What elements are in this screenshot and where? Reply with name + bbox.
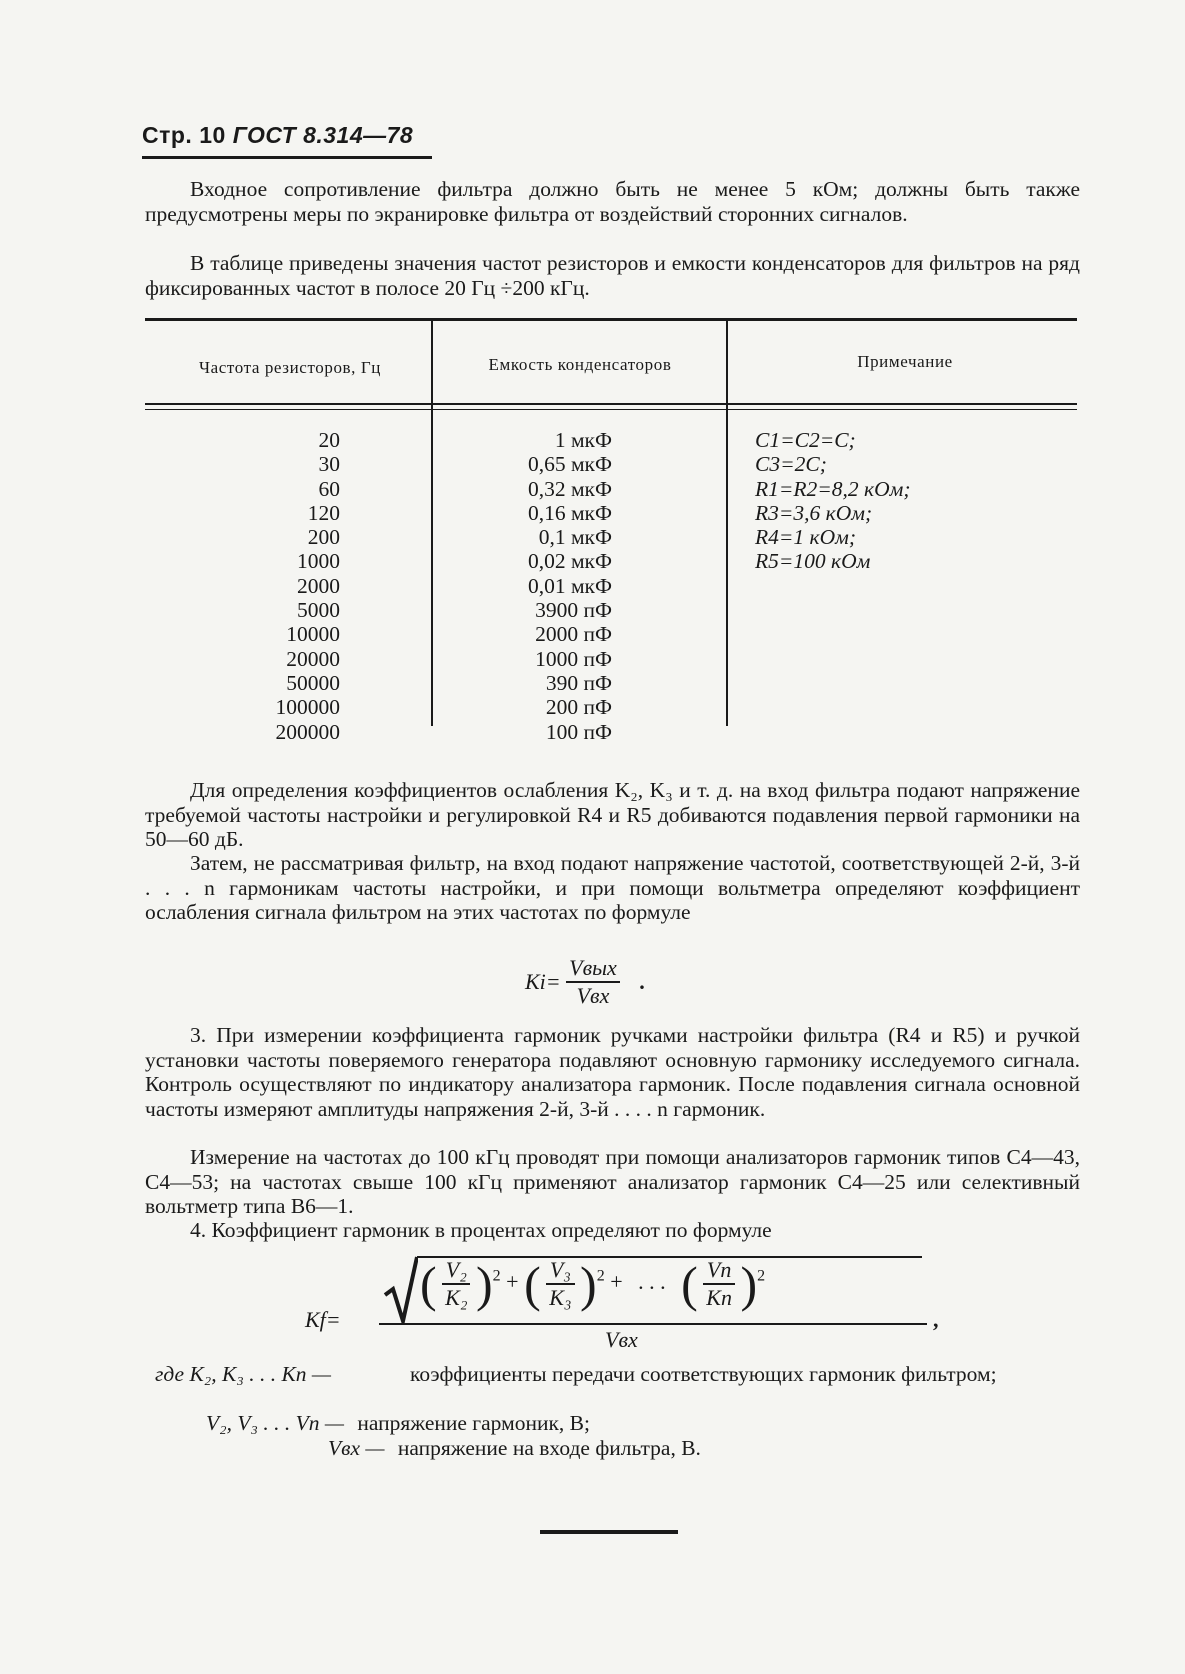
- formula-numerator: Vвых: [566, 955, 620, 983]
- table-cell: 0,02 мкФ: [527, 549, 612, 574]
- body-paragraph-1: Для определения коэффициентов ослабления K₂, K₃ и т. д. на вход фильтра подают напряжение требуемой частоты настройки и регулировкой R4 и R5 добиваются подавления первой гармоники на 50—60 дБ.: [145, 778, 1080, 851]
- plus-sign: +: [610, 1269, 623, 1295]
- intro-paragraph-2: В таблице приведены значения частот резисторов и емкости конденсаторов для фильтров на ряд фиксированных частот в полосе 20 Гц ÷200 кГц.: [145, 251, 1080, 300]
- table-cell: 5000: [297, 598, 340, 623]
- note-column: [755, 428, 1055, 574]
- paren: (: [681, 1256, 698, 1312]
- formula-denominator: Vвх: [576, 983, 610, 1008]
- formula-period: .: [639, 969, 645, 994]
- table-cell: 1000: [297, 549, 340, 574]
- formula-harmonic-coefficient: [305, 1255, 965, 1365]
- table-header-rule-2: [145, 409, 1077, 410]
- table-column-divider: [431, 321, 433, 726]
- capacitance-column: [490, 428, 612, 744]
- table-cell: 20000: [286, 646, 340, 671]
- legend-text: коэффициенты передачи соответствующих гармоник фильтром;: [410, 1362, 997, 1386]
- table-note: R1=R2=8,2 кОм;: [755, 476, 911, 501]
- term-denominator: K₂: [445, 1285, 468, 1310]
- table-cell: 0,01 мкФ: [527, 573, 612, 598]
- table-cell: 200: [307, 525, 340, 550]
- standard-number: ГОСТ 8.314—78: [232, 122, 414, 148]
- term-denominator: K₃: [549, 1285, 572, 1310]
- table-cell: 2000 пФ: [535, 622, 612, 647]
- table-header-note: Примечание: [857, 352, 953, 371]
- table-cell: 3900 пФ: [535, 598, 612, 623]
- table-header-capacitance: Емкость конденсаторов: [488, 355, 672, 374]
- term-denominator: Kn: [706, 1285, 732, 1310]
- fraction-bar: [379, 1323, 927, 1325]
- paren: (: [524, 1256, 541, 1312]
- table-top-rule: [145, 318, 1077, 321]
- formula-denominator: Vвх: [605, 1327, 638, 1352]
- sqrt-icon: [383, 1255, 418, 1323]
- paren: ): [580, 1256, 597, 1312]
- table-cell: 390 пФ: [545, 670, 612, 695]
- table-note: R4=1 кОм;: [755, 525, 856, 550]
- formula-attenuation: [525, 955, 645, 1009]
- exponent: 2: [492, 1267, 501, 1285]
- table-header-frequency: Частота резисторов, Гц: [198, 358, 382, 377]
- body-paragraph-4: Измерение на частотах до 100 кГц проводят при помощи анализаторов гармоник типов С4—43, С4—53; на частотах свыше 100 кГц применяют анализатор гармоник С4—25 или селективный вольтметр типа В6—1.: [145, 1145, 1080, 1218]
- legend-symbol: Vвх —: [328, 1436, 385, 1460]
- body-paragraph-5: 4. Коэффициент гармоник в процентах определяют по формуле: [190, 1218, 772, 1242]
- table-cell: 1 мкФ: [554, 428, 612, 452]
- term-numerator: Vn: [703, 1257, 735, 1285]
- table-note: R5=100 кОм: [755, 549, 871, 574]
- page-header: [142, 122, 413, 149]
- formula-lhs: Kf=: [305, 1307, 341, 1332]
- term-numerator: V₂: [442, 1257, 470, 1285]
- table-cell: 2000: [297, 573, 340, 598]
- table-cell: 50000: [286, 670, 340, 695]
- formula-fraction: [566, 955, 620, 1009]
- formula-radicand: [420, 1257, 765, 1311]
- ellipsis: . . .: [638, 1269, 666, 1295]
- page-number: Стр. 10: [142, 122, 226, 148]
- term-fraction: [442, 1257, 470, 1311]
- paren: ): [475, 1256, 493, 1312]
- legend-row: [155, 1362, 331, 1387]
- body-paragraph-3: 3. При измерении коэффициента гармоник ручками настройки фильтра (R4 и R5) и ручкой установки частоты поверяемого генератора подавляют основную гармонику исследуемого сигнала. Контроль осуществляют по индикатору анализатора гармоник. После подавления сигнала основной частоты измеряют амплитуды напряжения 2-й, 3-й . . . . n гармоник.: [145, 1023, 1080, 1121]
- term-numerator: V₃: [546, 1257, 574, 1285]
- table-cell: 1000 пФ: [535, 646, 612, 671]
- term-fraction: [703, 1257, 735, 1311]
- table-cell: 200 пФ: [545, 695, 612, 720]
- legend-row: [328, 1436, 701, 1461]
- legend-text: напряжение гармоник, В;: [357, 1411, 590, 1435]
- table-cell: 200000: [275, 719, 340, 744]
- table-column-divider: [726, 321, 728, 726]
- formula-lhs: Ki=: [525, 969, 561, 994]
- frequency-column: [200, 428, 340, 744]
- end-rule: [540, 1530, 678, 1534]
- table-note: C3=2C;: [755, 452, 827, 477]
- table-cell: 20: [318, 428, 340, 452]
- table-cell: 0,16 мкФ: [527, 500, 612, 525]
- table-cell: 100000: [275, 695, 340, 720]
- formula-comma: ,: [933, 1307, 939, 1332]
- table-cell: 0,1 мкФ: [538, 525, 612, 550]
- header-rule: [142, 156, 432, 159]
- table-cell: 120: [307, 500, 340, 525]
- table-cell: 10000: [286, 622, 340, 647]
- table-cell: 0,32 мкФ: [527, 476, 612, 501]
- table-note: C1=C2=C;: [755, 428, 856, 452]
- body-paragraph-2: Затем, не рассматривая фильтр, на вход подают напряжение частотой, соответствующей 2-й, 3-й . . . n гармоникам частоты настройки, и при помощи вольтметра определяют коэффициент ослабления сигнала фильтром на этих частотах по формуле: [145, 851, 1080, 924]
- legend-row: [410, 1362, 1090, 1387]
- table-cell: 60: [318, 476, 340, 501]
- table-header-rule: [145, 403, 1077, 405]
- table-cell: 0,65 мкФ: [527, 452, 612, 477]
- term-fraction: [546, 1257, 574, 1311]
- plus-sign: +: [506, 1269, 519, 1295]
- legend-row: [206, 1411, 590, 1436]
- legend-symbol: V₂, V₃ . . . Vn —: [206, 1411, 344, 1435]
- legend-text: напряжение на входе фильтра, В.: [397, 1436, 701, 1460]
- paren: ): [740, 1256, 758, 1312]
- paren: (: [420, 1256, 437, 1312]
- intro-paragraph-1: Входное сопротивление фильтра должно быть не менее 5 кОм; должны быть также предусмотрены меры по экранировке фильтра от воздействий сторонних сигналов.: [145, 177, 1080, 226]
- exponent: 2: [757, 1267, 766, 1285]
- exponent: 2: [596, 1267, 605, 1285]
- table-cell: 30: [318, 452, 340, 477]
- table-note: R3=3,6 кОм;: [755, 500, 873, 525]
- table-cell: 100 пФ: [545, 719, 612, 744]
- legend-symbol: где K₂, K₃ . . . Kn —: [155, 1362, 332, 1386]
